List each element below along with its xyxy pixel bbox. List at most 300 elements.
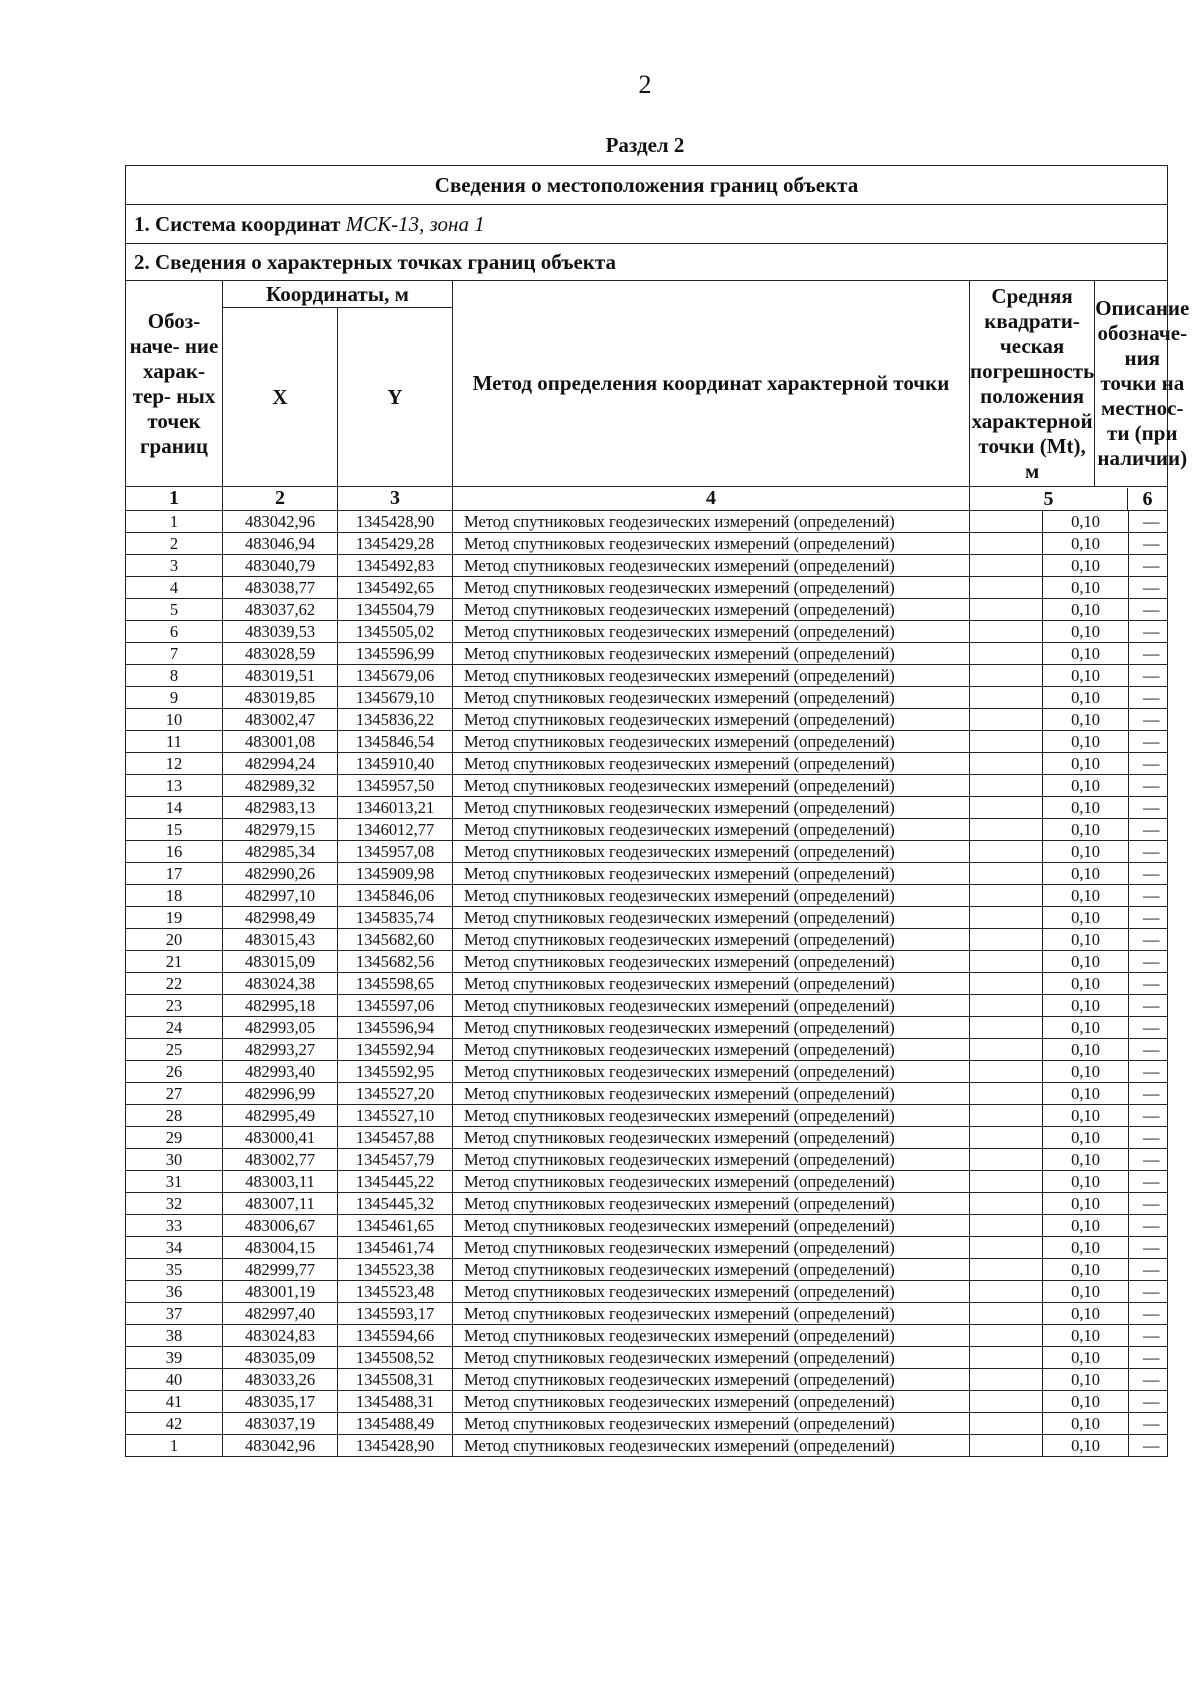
header-designation: Обоз- наче- ние харак- тер- ных точек границ <box>126 281 223 487</box>
table-row <box>126 775 1168 797</box>
method-cell: Метод спутниковых геодезических измерений (определений) <box>453 841 970 863</box>
x-coordinate-cell: 482998,49 <box>223 907 338 929</box>
error-cell: 0,10 <box>1042 841 1129 862</box>
description-cell: — <box>1143 732 1160 751</box>
y-coordinate-cell: 1345429,28 <box>338 533 453 555</box>
error-description-cell <box>970 533 1168 555</box>
description-cell: — <box>1143 996 1160 1015</box>
point-number-cell: 39 <box>126 1347 223 1369</box>
y-coordinate-cell: 1345597,06 <box>338 995 453 1017</box>
point-number-cell: 20 <box>126 929 223 951</box>
description-cell: — <box>1143 1128 1160 1147</box>
error-description-cell <box>970 1369 1168 1391</box>
method-cell: Метод спутниковых геодезических измерений (определений) <box>453 1435 970 1457</box>
y-coordinate-cell: 1345679,06 <box>338 665 453 687</box>
point-number-cell: 34 <box>126 1237 223 1259</box>
table-row <box>126 599 1168 621</box>
y-coordinate-cell: 1345508,52 <box>338 1347 453 1369</box>
point-number-cell: 6 <box>126 621 223 643</box>
point-number-cell: 33 <box>126 1215 223 1237</box>
column-number: 5 <box>970 488 1128 510</box>
point-number-cell: 42 <box>126 1413 223 1435</box>
x-coordinate-cell: 483019,51 <box>223 665 338 687</box>
table-title: Сведения о местоположения границ объекта <box>126 166 1168 205</box>
table-row <box>126 1105 1168 1127</box>
method-cell: Метод спутниковых геодезических измерений (определений) <box>453 731 970 753</box>
method-cell: Метод спутниковых геодезических измерений (определений) <box>453 797 970 819</box>
x-coordinate-cell: 483001,08 <box>223 731 338 753</box>
error-description-cell <box>970 1435 1168 1457</box>
method-cell: Метод спутниковых геодезических измерений (определений) <box>453 1281 970 1303</box>
point-number-cell: 15 <box>126 819 223 841</box>
error-description-cell <box>970 951 1168 973</box>
header-method: Метод определения координат характерной точки <box>453 281 970 487</box>
table-row <box>126 577 1168 599</box>
error-cell: 0,10 <box>1042 1039 1129 1060</box>
error-cell: 0,10 <box>1042 1061 1129 1082</box>
x-coordinate-cell: 483037,19 <box>223 1413 338 1435</box>
x-coordinate-cell: 482993,40 <box>223 1061 338 1083</box>
point-number-cell: 30 <box>126 1149 223 1171</box>
column-number: 1 <box>126 487 223 511</box>
description-cell: — <box>1143 1216 1160 1235</box>
error-cell: 0,10 <box>1042 555 1129 576</box>
error-cell: 0,10 <box>1042 1281 1129 1302</box>
coord-system-cell <box>126 205 1168 244</box>
error-cell: 0,10 <box>1042 973 1129 994</box>
description-cell: — <box>1143 798 1160 817</box>
error-cell: 0,10 <box>1042 1391 1129 1412</box>
table-row <box>126 1413 1168 1435</box>
y-coordinate-cell: 1345457,79 <box>338 1149 453 1171</box>
description-cell: — <box>1143 600 1160 619</box>
coord-system-label: 1. Система координат <box>134 211 346 236</box>
error-description-cell <box>970 709 1168 731</box>
description-cell: — <box>1143 1150 1160 1169</box>
point-number-cell: 40 <box>126 1369 223 1391</box>
method-cell: Метод спутниковых геодезических измерений (определений) <box>453 819 970 841</box>
x-coordinate-cell: 482985,34 <box>223 841 338 863</box>
description-cell: — <box>1143 1370 1160 1389</box>
table-row <box>126 995 1168 1017</box>
table-row <box>126 1149 1168 1171</box>
table-row <box>126 1369 1168 1391</box>
header-coords: Координаты, м <box>223 281 453 308</box>
table-row <box>126 1061 1168 1083</box>
error-description-cell <box>970 753 1168 775</box>
point-number-cell: 3 <box>126 555 223 577</box>
error-description-cell <box>970 599 1168 621</box>
y-coordinate-cell: 1345679,10 <box>338 687 453 709</box>
y-coordinate-cell: 1345957,08 <box>338 841 453 863</box>
y-coordinate-cell: 1345457,88 <box>338 1127 453 1149</box>
method-cell: Метод спутниковых геодезических измерений (определений) <box>453 1347 970 1369</box>
table-body <box>126 166 1190 1457</box>
point-number-cell: 38 <box>126 1325 223 1347</box>
description-cell: — <box>1143 710 1160 729</box>
error-cell: 0,10 <box>1042 665 1129 686</box>
y-coordinate-cell: 1345682,60 <box>338 929 453 951</box>
y-coordinate-cell: 1345598,65 <box>338 973 453 995</box>
y-coordinate-cell: 1346013,21 <box>338 797 453 819</box>
table-row <box>126 555 1168 577</box>
error-description-cell <box>970 929 1168 951</box>
method-cell: Метод спутниковых геодезических измерений (определений) <box>453 885 970 907</box>
y-coordinate-cell: 1345910,40 <box>338 753 453 775</box>
x-coordinate-cell: 483028,59 <box>223 643 338 665</box>
header-x: X <box>223 308 338 487</box>
error-cell: 0,10 <box>1042 1237 1129 1258</box>
x-coordinate-cell: 483006,67 <box>223 1215 338 1237</box>
method-cell: Метод спутниковых геодезических измерений (определений) <box>453 1391 970 1413</box>
y-coordinate-cell: 1345846,06 <box>338 885 453 907</box>
method-cell: Метод спутниковых геодезических измерений (определений) <box>453 1259 970 1281</box>
point-number-cell: 14 <box>126 797 223 819</box>
y-coordinate-cell: 1345527,10 <box>338 1105 453 1127</box>
boundary-table <box>125 165 1190 1457</box>
description-cell: — <box>1143 1084 1160 1103</box>
y-coordinate-cell: 1345527,20 <box>338 1083 453 1105</box>
error-cell: 0,10 <box>1042 1369 1129 1390</box>
page-number: 2 <box>638 70 652 99</box>
table-row <box>126 951 1168 973</box>
y-coordinate-cell: 1345445,22 <box>338 1171 453 1193</box>
x-coordinate-cell: 483038,77 <box>223 577 338 599</box>
error-cell: 0,10 <box>1042 621 1129 642</box>
x-coordinate-cell: 483039,53 <box>223 621 338 643</box>
y-coordinate-cell: 1346012,77 <box>338 819 453 841</box>
description-cell: — <box>1143 1304 1160 1323</box>
method-cell: Метод спутниковых геодезических измерений (определений) <box>453 511 970 533</box>
error-description-cell <box>970 973 1168 995</box>
point-number-cell: 28 <box>126 1105 223 1127</box>
table-row <box>126 863 1168 885</box>
description-cell: — <box>1143 908 1160 927</box>
point-number-cell: 7 <box>126 643 223 665</box>
x-coordinate-cell: 482995,18 <box>223 995 338 1017</box>
method-cell: Метод спутниковых геодезических измерений (определений) <box>453 1413 970 1435</box>
error-description-cell <box>970 885 1168 907</box>
method-cell: Метод спутниковых геодезических измерений (определений) <box>453 1303 970 1325</box>
error-cell: 0,10 <box>1042 775 1129 796</box>
table-row <box>126 907 1168 929</box>
x-coordinate-cell: 482993,05 <box>223 1017 338 1039</box>
table-row <box>126 1017 1168 1039</box>
error-description-cell <box>970 665 1168 687</box>
point-number-cell: 4 <box>126 577 223 599</box>
error-description-cell <box>970 1325 1168 1347</box>
x-coordinate-cell: 483037,62 <box>223 599 338 621</box>
y-coordinate-cell: 1345488,31 <box>338 1391 453 1413</box>
point-number-cell: 10 <box>126 709 223 731</box>
x-coordinate-cell: 483001,19 <box>223 1281 338 1303</box>
error-cell: 0,10 <box>1042 1171 1129 1192</box>
method-cell: Метод спутниковых геодезических измерений (определений) <box>453 775 970 797</box>
error-cell: 0,10 <box>1042 709 1129 730</box>
error-description-cell <box>970 907 1168 929</box>
method-cell: Метод спутниковых геодезических измерений (определений) <box>453 1105 970 1127</box>
table-row <box>126 1259 1168 1281</box>
x-coordinate-cell: 483040,79 <box>223 555 338 577</box>
table-row <box>126 1303 1168 1325</box>
point-number-cell: 37 <box>126 1303 223 1325</box>
method-cell: Метод спутниковых геодезических измерений (определений) <box>453 995 970 1017</box>
error-cell: 0,10 <box>1042 819 1129 840</box>
x-coordinate-cell: 483015,09 <box>223 951 338 973</box>
description-cell: — <box>1143 1062 1160 1081</box>
column-number: 6 <box>1142 487 1153 510</box>
method-cell: Метод спутниковых геодезических измерений (определений) <box>453 1017 970 1039</box>
description-cell: — <box>1143 666 1160 685</box>
method-cell: Метод спутниковых геодезических измерений (определений) <box>453 1369 970 1391</box>
error-cell: 0,10 <box>1042 643 1129 664</box>
y-coordinate-cell: 1345909,98 <box>338 863 453 885</box>
error-cell: 0,10 <box>1042 1083 1129 1104</box>
error-cell: 0,10 <box>1042 1303 1129 1324</box>
description-cell: — <box>1143 842 1160 861</box>
method-cell: Метод спутниковых геодезических измерений (определений) <box>453 1193 970 1215</box>
y-coordinate-cell: 1345428,90 <box>338 1435 453 1457</box>
method-cell: Метод спутниковых геодезических измерений (определений) <box>453 973 970 995</box>
description-cell: — <box>1143 1348 1160 1367</box>
y-coordinate-cell: 1345957,50 <box>338 775 453 797</box>
description-cell: — <box>1143 622 1160 641</box>
method-cell: Метод спутниковых геодезических измерений (определений) <box>453 687 970 709</box>
table-row <box>126 797 1168 819</box>
method-cell: Метод спутниковых геодезических измерений (определений) <box>453 1039 970 1061</box>
error-cell: 0,10 <box>1042 1435 1129 1456</box>
x-coordinate-cell: 482979,15 <box>223 819 338 841</box>
error-cell: 0,10 <box>1042 929 1129 950</box>
table-row <box>126 1171 1168 1193</box>
error-description-cell <box>970 1039 1168 1061</box>
y-coordinate-cell: 1345594,66 <box>338 1325 453 1347</box>
error-cell: 0,10 <box>1042 511 1129 532</box>
error-cell: 0,10 <box>1042 577 1129 598</box>
description-cell: — <box>1143 1414 1160 1433</box>
error-cell: 0,10 <box>1042 1325 1129 1346</box>
error-cell: 0,10 <box>1042 863 1129 884</box>
point-number-cell: 27 <box>126 1083 223 1105</box>
point-number-cell: 21 <box>126 951 223 973</box>
error-description-cell <box>970 1171 1168 1193</box>
x-coordinate-cell: 482996,99 <box>223 1083 338 1105</box>
error-description-cell <box>970 1391 1168 1413</box>
point-number-cell: 8 <box>126 665 223 687</box>
error-description-cell <box>970 1105 1168 1127</box>
error-cell: 0,10 <box>1042 1347 1129 1368</box>
points-title: 2. Сведения о характерных точках границ объекта <box>126 244 1168 281</box>
error-description-cell <box>970 687 1168 709</box>
table-row <box>126 511 1168 533</box>
x-coordinate-cell: 482997,10 <box>223 885 338 907</box>
method-cell: Метод спутниковых геодезических измерений (определений) <box>453 1171 970 1193</box>
point-number-cell: 35 <box>126 1259 223 1281</box>
description-cell: — <box>1143 1106 1160 1125</box>
point-number-cell: 5 <box>126 599 223 621</box>
table-row <box>126 643 1168 665</box>
error-cell: 0,10 <box>1042 533 1129 554</box>
point-number-cell: 16 <box>126 841 223 863</box>
error-cell: 0,10 <box>1042 753 1129 774</box>
x-coordinate-cell: 483002,47 <box>223 709 338 731</box>
error-cell: 0,10 <box>1042 907 1129 928</box>
method-cell: Метод спутниковых геодезических измерений (определений) <box>453 1149 970 1171</box>
error-cell: 0,10 <box>1042 885 1129 906</box>
x-coordinate-cell: 483033,26 <box>223 1369 338 1391</box>
table-row <box>126 929 1168 951</box>
table-row <box>126 1039 1168 1061</box>
table-row <box>126 709 1168 731</box>
point-number-cell: 41 <box>126 1391 223 1413</box>
table-row <box>126 1215 1168 1237</box>
error-cell: 0,10 <box>1042 1215 1129 1236</box>
x-coordinate-cell: 482997,40 <box>223 1303 338 1325</box>
column-number: 4 <box>453 487 970 511</box>
x-coordinate-cell: 482983,13 <box>223 797 338 819</box>
point-number-cell: 36 <box>126 1281 223 1303</box>
description-cell: — <box>1143 1282 1160 1301</box>
error-description-cell <box>970 555 1168 577</box>
x-coordinate-cell: 483042,96 <box>223 511 338 533</box>
description-cell: — <box>1143 864 1160 883</box>
y-coordinate-cell: 1345508,31 <box>338 1369 453 1391</box>
error-cell: 0,10 <box>1042 599 1129 620</box>
y-coordinate-cell: 1345492,83 <box>338 555 453 577</box>
point-number-cell: 19 <box>126 907 223 929</box>
description-cell: — <box>1143 1018 1160 1037</box>
error-description-cell <box>970 841 1168 863</box>
method-cell: Метод спутниковых геодезических измерений (определений) <box>453 665 970 687</box>
table-row <box>126 1193 1168 1215</box>
header-y: Y <box>338 308 453 487</box>
table-row <box>126 1435 1168 1457</box>
point-number-cell: 32 <box>126 1193 223 1215</box>
description-cell: — <box>1143 556 1160 575</box>
point-number-cell: 29 <box>126 1127 223 1149</box>
table-row <box>126 841 1168 863</box>
error-description-cell <box>970 1061 1168 1083</box>
y-coordinate-cell: 1345593,17 <box>338 1303 453 1325</box>
method-cell: Метод спутниковых геодезических измерений (определений) <box>453 1215 970 1237</box>
table-row <box>126 1325 1168 1347</box>
error-description-cell <box>970 775 1168 797</box>
error-cell: 0,10 <box>1042 1413 1129 1434</box>
table-row <box>126 1281 1168 1303</box>
x-coordinate-cell: 483046,94 <box>223 533 338 555</box>
error-description-cell <box>970 1303 1168 1325</box>
error-description-cell <box>970 731 1168 753</box>
method-cell: Метод спутниковых геодезических измерений (определений) <box>453 533 970 555</box>
x-coordinate-cell: 483002,77 <box>223 1149 338 1171</box>
description-cell: — <box>1143 1436 1160 1455</box>
error-cell: 0,10 <box>1042 687 1129 708</box>
error-description-cell <box>970 577 1168 599</box>
table-row <box>126 731 1168 753</box>
error-description-cell <box>970 1347 1168 1369</box>
error-description-cell <box>970 863 1168 885</box>
point-number-cell: 18 <box>126 885 223 907</box>
y-coordinate-cell: 1345523,48 <box>338 1281 453 1303</box>
error-description-cell <box>970 1413 1168 1435</box>
table-row <box>126 1347 1168 1369</box>
y-coordinate-cell: 1345682,56 <box>338 951 453 973</box>
x-coordinate-cell: 482993,27 <box>223 1039 338 1061</box>
x-coordinate-cell: 483035,09 <box>223 1347 338 1369</box>
method-cell: Метод спутниковых геодезических измерений (определений) <box>453 1083 970 1105</box>
y-coordinate-cell: 1345461,74 <box>338 1237 453 1259</box>
x-coordinate-cell: 483042,96 <box>223 1435 338 1457</box>
y-coordinate-cell: 1345596,94 <box>338 1017 453 1039</box>
y-coordinate-cell: 1345592,95 <box>338 1061 453 1083</box>
error-cell: 0,10 <box>1042 1149 1129 1170</box>
y-coordinate-cell: 1345846,54 <box>338 731 453 753</box>
y-coordinate-cell: 1345428,90 <box>338 511 453 533</box>
method-cell: Метод спутниковых геодезических измерений (определений) <box>453 929 970 951</box>
error-description-cell <box>970 819 1168 841</box>
method-cell: Метод спутниковых геодезических измерений (определений) <box>453 555 970 577</box>
column-number: 2 <box>223 487 338 511</box>
method-cell: Метод спутниковых геодезических измерений (определений) <box>453 907 970 929</box>
description-cell: — <box>1143 754 1160 773</box>
x-coordinate-cell: 482989,32 <box>223 775 338 797</box>
description-cell: — <box>1143 1194 1160 1213</box>
method-cell: Метод спутниковых геодезических измерений (определений) <box>453 1325 970 1347</box>
point-number-cell: 22 <box>126 973 223 995</box>
description-cell: — <box>1143 952 1160 971</box>
point-number-cell: 2 <box>126 533 223 555</box>
column-number-pair <box>970 487 1168 511</box>
table-row <box>126 1083 1168 1105</box>
error-cell: 0,10 <box>1042 797 1129 818</box>
description-cell: — <box>1143 1260 1160 1279</box>
method-cell: Метод спутниковых геодезических измерений (определений) <box>453 1237 970 1259</box>
point-number-cell: 13 <box>126 775 223 797</box>
x-coordinate-cell: 483003,11 <box>223 1171 338 1193</box>
description-cell: — <box>1143 886 1160 905</box>
point-number-cell: 25 <box>126 1039 223 1061</box>
error-description-cell <box>970 1281 1168 1303</box>
error-description-cell <box>970 643 1168 665</box>
point-number-cell: 17 <box>126 863 223 885</box>
y-coordinate-cell: 1345523,38 <box>338 1259 453 1281</box>
error-cell: 0,10 <box>1042 951 1129 972</box>
method-cell: Метод спутниковых геодезических измерений (определений) <box>453 621 970 643</box>
error-cell: 0,10 <box>1042 1017 1129 1038</box>
error-description-cell <box>970 1017 1168 1039</box>
point-number-cell: 1 <box>126 511 223 533</box>
error-description-cell <box>970 1149 1168 1171</box>
error-description-cell <box>970 1127 1168 1149</box>
description-cell: — <box>1143 1172 1160 1191</box>
y-coordinate-cell: 1345835,74 <box>338 907 453 929</box>
method-cell: Метод спутниковых геодезических измерений (определений) <box>453 599 970 621</box>
x-coordinate-cell: 483035,17 <box>223 1391 338 1413</box>
table-row <box>126 687 1168 709</box>
description-cell: — <box>1143 644 1160 663</box>
error-cell: 0,10 <box>1042 1259 1129 1280</box>
method-cell: Метод спутниковых геодезических измерений (определений) <box>453 709 970 731</box>
y-coordinate-cell: 1345488,49 <box>338 1413 453 1435</box>
description-cell: — <box>1143 820 1160 839</box>
method-cell: Метод спутниковых геодезических измерений (определений) <box>453 951 970 973</box>
header-error: Средняя квадрати- ческая погрешность положения характерной точки (Mt), м <box>970 281 1095 486</box>
coord-system-value: МСК-13, зона 1 <box>345 211 485 236</box>
table-row <box>126 973 1168 995</box>
y-coordinate-cell: 1345461,65 <box>338 1215 453 1237</box>
point-number-cell: 23 <box>126 995 223 1017</box>
error-description-cell <box>970 511 1168 533</box>
